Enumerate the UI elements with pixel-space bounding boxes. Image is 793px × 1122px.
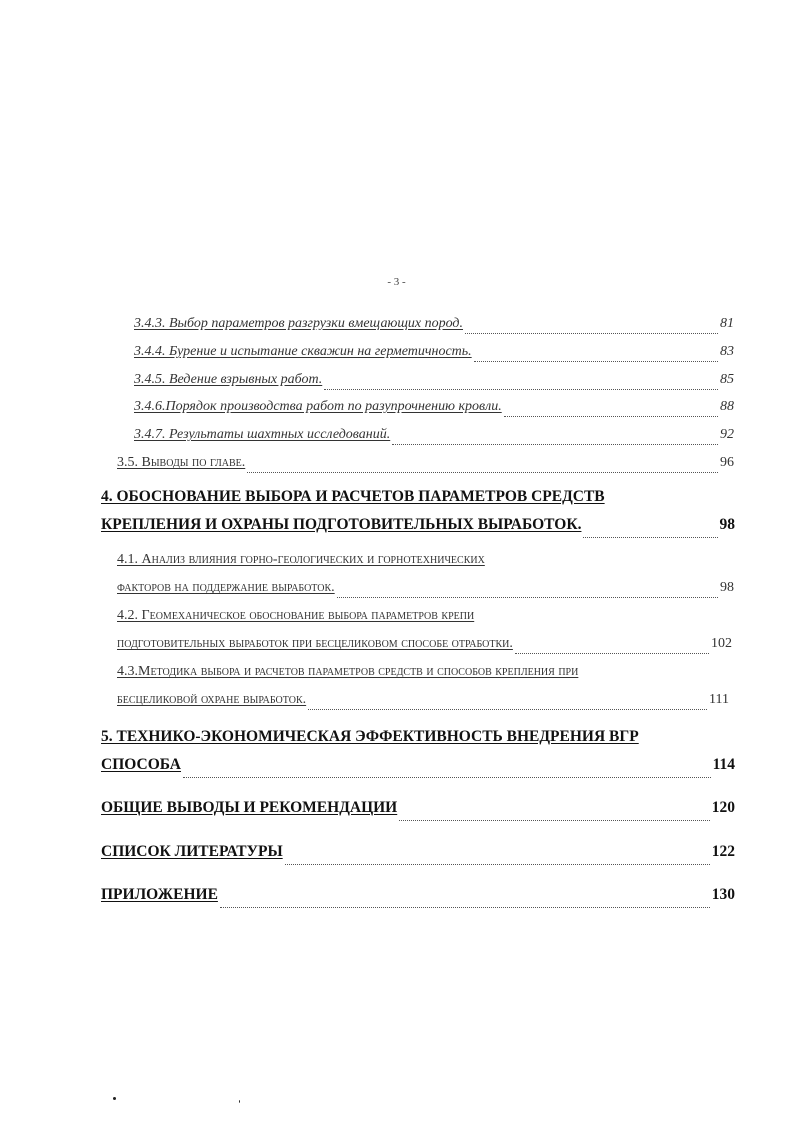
toc-entry-4-3-line1[interactable] <box>117 664 734 686</box>
toc-page: 114 <box>712 756 735 773</box>
toc-page: 111 <box>709 692 729 707</box>
toc-entry-3-4-6[interactable] <box>134 399 734 421</box>
toc-entry-appendix[interactable] <box>101 886 735 912</box>
leader-dots <box>324 378 718 390</box>
toc-entry-4[interactable] <box>101 516 735 542</box>
toc-title: 3.4.5. Ведение взрывных работ. <box>134 372 323 387</box>
scan-speck <box>113 1097 116 1100</box>
leader-dots <box>337 586 718 598</box>
toc-page: 98 <box>719 516 735 533</box>
toc-entry-3-4-4[interactable] <box>134 344 734 366</box>
toc-page: 81 <box>720 316 734 331</box>
toc-title: ПРИЛОЖЕНИЕ <box>101 886 218 903</box>
toc-page: 85 <box>720 372 734 387</box>
toc-entry-3-4-3[interactable] <box>134 316 734 338</box>
toc-entry-3-5[interactable] <box>117 455 734 477</box>
scan-speck <box>239 1100 240 1103</box>
toc-title: 5. ТЕХНИКО-ЭКОНОМИЧЕСКАЯ ЭФФЕКТИВНОСТЬ ВНЕДРЕНИЯ ВГР <box>101 728 639 745</box>
toc-entry-4-1[interactable] <box>117 580 734 602</box>
toc-title: факторов на поддержание выработок. <box>117 580 335 595</box>
toc-entry-5[interactable] <box>101 756 735 782</box>
leader-dots <box>583 525 717 538</box>
toc-title: 4.3.Методика выбора и расчетов параметров средств и способов крепления при <box>117 664 579 679</box>
toc-entry-references[interactable] <box>101 843 735 869</box>
leader-dots <box>465 322 718 334</box>
toc-title: 4.2. Геомеханическое обоснование выбора параметров крепи <box>117 608 475 623</box>
leader-dots <box>308 698 707 710</box>
toc-entry-4-1-line1[interactable] <box>117 552 734 574</box>
toc-title: 4. ОБОСНОВАНИЕ ВЫБОРА И РАСЧЕТОВ ПАРАМЕТРОВ СРЕДСТВ <box>101 488 605 505</box>
toc-title: 3.4.6.Порядок производства работ по разупрочнению кровли. <box>134 399 502 414</box>
toc-entry-5-line1[interactable] <box>101 728 735 754</box>
toc-title: 3.5. Выводы по главе. <box>117 455 246 470</box>
leader-dots <box>183 765 711 778</box>
toc-title: подготовительных выработок при бесцеликовом способе отработки. <box>117 636 513 651</box>
leader-dots <box>399 808 710 821</box>
toc-title: ОБЩИЕ ВЫВОДЫ И РЕКОМЕНДАЦИИ <box>101 799 398 816</box>
toc-title: 3.4.3. Выбор параметров разгрузки вмещающих пород. <box>134 316 464 331</box>
toc-title: 3.4.4. Бурение и испытание скважин на герметичность. <box>134 344 472 359</box>
leader-dots <box>474 350 718 362</box>
page-number: - 3 - <box>387 276 406 288</box>
toc-title: 3.4.7. Результаты шахтных исследований. <box>134 427 391 442</box>
toc-entry-4-line1[interactable] <box>101 488 735 514</box>
leader-dots <box>220 895 710 908</box>
toc-page: 92 <box>720 427 734 442</box>
toc-title: СПОСОБА <box>101 756 181 773</box>
leader-dots <box>515 642 709 654</box>
toc-entry-3-4-7[interactable] <box>134 427 734 449</box>
toc-title: 4.1. Анализ влияния горно-геологических и горнотехнических <box>117 552 485 567</box>
toc-entry-4-2-line1[interactable] <box>117 608 734 630</box>
leader-dots <box>285 852 710 865</box>
toc-page: 120 <box>711 799 735 816</box>
toc-page: 102 <box>711 636 732 651</box>
leader-dots <box>504 405 718 417</box>
leader-dots <box>247 461 718 473</box>
toc-page: 96 <box>720 455 734 470</box>
toc-page: 130 <box>711 886 735 903</box>
toc-page: 122 <box>711 843 735 860</box>
toc-page: 83 <box>720 344 734 359</box>
toc-entry-4-2[interactable] <box>117 636 732 658</box>
toc-page: 88 <box>720 399 734 414</box>
toc-title: бесцеликовой охране выработок. <box>117 692 307 707</box>
toc-entry-3-4-5[interactable] <box>134 372 734 394</box>
toc-title: СПИСОК ЛИТЕРАТУРЫ <box>101 843 283 860</box>
leader-dots <box>392 433 718 445</box>
toc-title: КРЕПЛЕНИЯ И ОХРАНЫ ПОДГОТОВИТЕЛЬНЫХ ВЫРАБОТОК. <box>101 516 582 533</box>
toc-entry-conclusions[interactable] <box>101 799 735 825</box>
toc-page: 98 <box>720 580 734 595</box>
toc-entry-4-3[interactable] <box>117 692 729 714</box>
